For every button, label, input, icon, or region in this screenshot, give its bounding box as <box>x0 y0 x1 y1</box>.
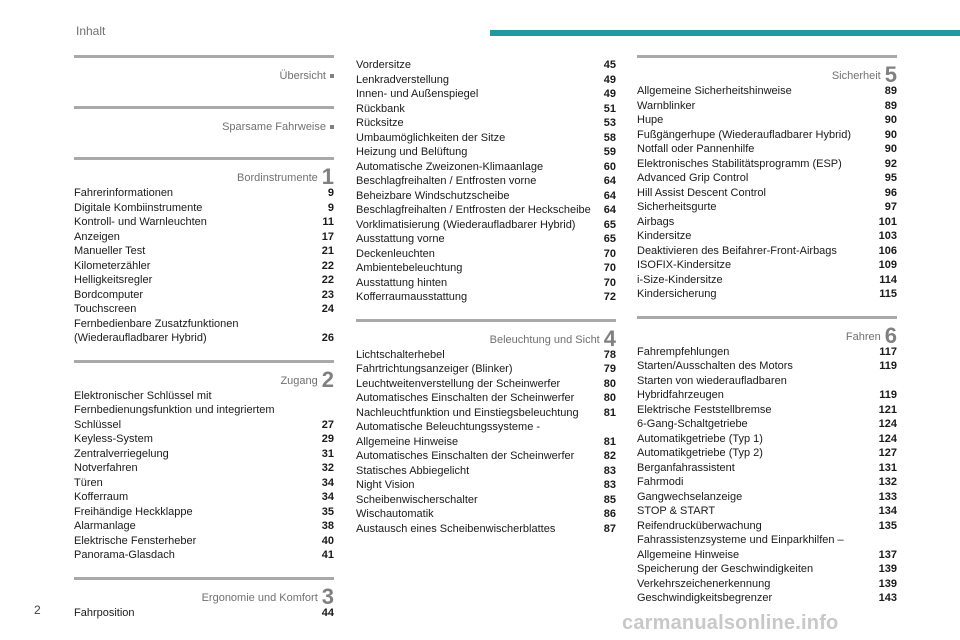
toc-section <box>74 157 334 346</box>
toc-entry-text: Bordcomputer <box>74 288 144 301</box>
toc-entry-text: Fußgängerhupe (Wiederaufladbarer Hybrid) <box>637 128 851 141</box>
toc-entry-page: 60 <box>603 160 616 173</box>
toc-entry-text: Fahrposition <box>74 606 135 619</box>
toc-entry[interactable] <box>637 490 897 505</box>
toc-entry-page: 31 <box>321 447 334 460</box>
toc-entry-text: i-Size-Kindersitze <box>637 273 723 286</box>
toc-entry-page: 45 <box>603 59 616 71</box>
toc-entry-text: Allgemeine Sicherheitshinweise <box>637 85 792 97</box>
toc-entry-text: 6-Gang-Schaltgetriebe <box>637 418 748 430</box>
toc-entry-text: Rücksitze <box>356 117 404 129</box>
toc-entry-text: Warnblinker <box>637 99 696 112</box>
toc-entry-page: 89 <box>884 99 897 112</box>
toc-entry-page: 17 <box>321 230 334 243</box>
toc-entry[interactable] <box>637 403 897 418</box>
section-header <box>74 55 334 84</box>
toc-entry[interactable] <box>637 229 897 244</box>
toc-entry-text: Lichtschalterhebel <box>356 348 445 361</box>
toc-entry-text: Touchscreen <box>74 303 137 315</box>
section-title[interactable]: Sicherheit <box>831 70 881 82</box>
toc-entry[interactable] <box>356 160 616 175</box>
toc-entry[interactable] <box>637 128 897 143</box>
toc-entry-text: Automatisches Einschalten der Scheinwerfer <box>356 392 575 404</box>
toc-entry[interactable] <box>356 377 616 392</box>
toc-entry[interactable] <box>356 464 616 479</box>
toc-entry-page: 134 <box>878 505 897 517</box>
section-header <box>74 577 334 609</box>
toc-entry[interactable] <box>356 276 616 291</box>
toc-entry-text: Kindersicherung <box>637 288 717 300</box>
toc-entry-page: 21 <box>321 245 334 257</box>
toc-entry-text: Ausstattung vorne <box>356 233 445 245</box>
toc-entry-text: Zentralverriegelung <box>74 447 169 460</box>
toc-entry-text: Kindersitze <box>637 230 692 242</box>
square-bullet-icon <box>330 74 334 78</box>
toc-entry-page: 119 <box>879 389 897 401</box>
toc-entry[interactable] <box>74 244 334 259</box>
toc-entry-page: 121 <box>878 403 897 416</box>
toc-entry-text: Hupe <box>637 114 664 126</box>
toc-entry[interactable] <box>356 189 616 204</box>
toc-entry[interactable] <box>74 230 334 245</box>
toc-entry-text: Automatische Zweizonen-Klimaanlage <box>356 160 544 173</box>
toc-entry-text: Digitale Kombiinstrumente <box>74 201 203 214</box>
toc-entry-page: 101 <box>878 215 897 228</box>
toc-entry[interactable] <box>74 273 334 288</box>
toc-entry-page: 96 <box>884 186 897 199</box>
toc-entry-text: Geschwindigkeitsbegrenzer <box>637 592 773 604</box>
toc-entry-page: 70 <box>603 262 616 274</box>
toc-entry-text: Verkehrszeichenerkennung <box>637 577 771 590</box>
toc-section <box>74 55 334 84</box>
toc-entry-text: Leuchtweitenverstellung der Scheinwerfer <box>356 377 561 390</box>
toc-entry-page: 79 <box>603 363 616 375</box>
toc-section <box>356 319 616 537</box>
toc-entry-text: Notfall oder Pannenhilfe <box>637 143 755 155</box>
toc-entry[interactable] <box>74 432 334 447</box>
toc-section <box>637 55 897 302</box>
toc-entry-text: ISOFIX-Kindersitze <box>637 259 732 271</box>
toc-section <box>74 360 334 563</box>
toc-section <box>74 577 334 621</box>
toc-entry[interactable] <box>74 302 334 317</box>
toc-entry[interactable] <box>356 232 616 247</box>
toc-entry-page: 119 <box>879 360 897 372</box>
toc-entry-page: 32 <box>321 462 334 474</box>
toc-entry[interactable] <box>74 288 334 303</box>
toc-entry-page: 139 <box>878 577 897 590</box>
toc-entry[interactable] <box>637 142 897 157</box>
toc-entry-page: 133 <box>878 490 897 503</box>
toc-entry[interactable] <box>637 99 897 114</box>
toc-entry-text: Nachleuchtfunktion und Einstiegsbeleuchtung <box>356 406 579 419</box>
toc-entry-text: Automatikgetriebe (Typ 1) <box>637 432 763 445</box>
toc-entry[interactable] <box>74 447 334 462</box>
toc-entry[interactable] <box>356 174 616 189</box>
toc-entry-text: Starten/Ausschalten des Motors <box>637 360 793 372</box>
toc-entry[interactable] <box>637 113 897 128</box>
section-number: 2 <box>321 366 334 392</box>
toc-entry-page: 85 <box>603 493 616 506</box>
toc-entry-page: 22 <box>321 274 334 286</box>
toc-entry-text: Elektronischer Schlüssel mit Fernbedienungsfunktion und integriertem Schlüssel <box>74 389 275 431</box>
toc-entry-text: Sicherheitsgurte <box>637 201 717 213</box>
toc-entry-text: Hill Assist Descent Control <box>637 186 766 199</box>
toc-entry-text: Night Vision <box>356 479 415 491</box>
toc-entry[interactable] <box>74 548 334 563</box>
toc-entry[interactable] <box>74 215 334 230</box>
toc-section <box>74 106 334 135</box>
toc-entry-text: Advanced Grip Control <box>637 172 749 184</box>
toc-column-1 <box>74 55 334 634</box>
toc-entry-page: 64 <box>603 175 616 187</box>
watermark: carmanualsonline.info <box>622 612 839 634</box>
toc-entry[interactable] <box>637 157 897 172</box>
toc-entry-text: Beheizbare Windschutzscheibe <box>356 189 510 202</box>
toc-entry-page: 22 <box>321 259 334 272</box>
toc-entry-page: 117 <box>879 345 897 358</box>
toc-entry[interactable] <box>637 446 897 461</box>
toc-entry-text: Elektronisches Stabilitätsprogramm (ESP) <box>637 157 842 170</box>
toc-entry[interactable] <box>637 591 897 606</box>
toc-entry[interactable] <box>356 478 616 493</box>
toc-entry-page: 40 <box>321 534 334 547</box>
toc-column-2 <box>356 58 616 550</box>
toc-entry-text: Innen- und Außenspiegel <box>356 88 479 100</box>
toc-entry-page: 83 <box>603 464 616 477</box>
toc-entry-text: Wischautomatik <box>356 508 434 520</box>
toc-entry-text: Airbags <box>637 215 675 228</box>
toc-entry[interactable] <box>637 432 897 447</box>
toc-entry-page: 97 <box>884 201 897 213</box>
toc-entry-page: 65 <box>603 233 616 245</box>
section-title[interactable]: Bordinstrumente <box>237 172 318 184</box>
toc-entry[interactable] <box>356 522 616 537</box>
toc-entry-page: 78 <box>603 348 616 361</box>
section-header <box>74 106 334 135</box>
toc-entry-text: Fernbedienbare Zusatzfunktionen (Wiederaufladbarer Hybrid) <box>74 317 239 344</box>
section-title[interactable]: Beleuchtung und Sicht <box>489 333 600 346</box>
toc-entry[interactable] <box>356 203 616 218</box>
toc-entry-text: Anzeigen <box>74 230 120 243</box>
toc-entry-page: 27 <box>321 418 334 431</box>
toc-entry-text: Reifendrucküberwachung <box>637 519 762 532</box>
toc-entry-text: Vordersitze <box>356 59 412 71</box>
toc-entry-page: 87 <box>603 522 616 535</box>
toc-entry-text: Fahrmodi <box>637 476 684 488</box>
section-title[interactable]: Übersicht <box>279 70 326 82</box>
toc-entry-page: 44 <box>321 606 334 619</box>
toc-entry[interactable] <box>356 87 616 102</box>
toc-entry-text: Automatikgetriebe (Typ 2) <box>637 447 763 459</box>
toc-entry-page: 103 <box>878 230 897 242</box>
toc-entry[interactable] <box>637 374 897 403</box>
toc-entry-page: 64 <box>603 189 616 202</box>
toc-entry-text: Automatisches Einschalten der Scheinwerfer <box>356 450 575 462</box>
toc-entry-text: Fahrempfehlungen <box>637 345 730 358</box>
toc-entry[interactable] <box>356 102 616 117</box>
toc-entry-text: Freihändige Heckklappe <box>74 505 193 518</box>
toc-entry-page: 51 <box>603 102 616 115</box>
section-title[interactable]: Sparsame Fahrweise <box>222 121 326 133</box>
toc-entry-page: 90 <box>884 128 897 141</box>
toc-entry-text: Heizung und Belüftung <box>356 146 468 158</box>
toc-entry-text: Elektrische Fensterheber <box>74 534 197 547</box>
toc-entry-page: 49 <box>603 88 616 100</box>
toc-entry-page: 70 <box>603 276 616 289</box>
toc-entry-text: Notverfahren <box>74 462 138 474</box>
toc-entry[interactable] <box>74 534 334 549</box>
toc-entry[interactable] <box>356 391 616 406</box>
toc-entry[interactable] <box>356 58 616 73</box>
toc-entry-page: 26 <box>321 332 334 344</box>
toc-entry-page: 90 <box>884 114 897 126</box>
toc-entry-page: 114 <box>879 273 897 286</box>
toc-entry-text: Austausch eines Scheibenwischerblattes <box>356 522 556 535</box>
toc-entry-text: Manueller Test <box>74 245 146 257</box>
toc-entry-page: 70 <box>603 247 616 260</box>
toc-entry[interactable] <box>356 247 616 262</box>
toc-entry[interactable] <box>637 84 897 99</box>
toc-entry-text: Alarmanlage <box>74 520 136 532</box>
section-number: 5 <box>884 62 897 87</box>
toc-entry-page: 80 <box>603 392 616 404</box>
toc-entry[interactable] <box>637 475 897 490</box>
toc-entry-text: Ausstattung hinten <box>356 276 448 289</box>
toc-entry-page: 81 <box>603 406 616 419</box>
section-number: 1 <box>321 164 334 189</box>
toc-entry-text: Keyless-System <box>74 433 153 445</box>
toc-entry-page: 65 <box>603 218 616 231</box>
toc-entry-page: 9 <box>327 187 334 199</box>
header-accent-bar <box>490 30 960 36</box>
section-header <box>637 316 897 348</box>
toc-entry[interactable] <box>356 116 616 131</box>
toc-entry-text: Rückbank <box>356 102 405 115</box>
toc-entry-page: 72 <box>603 291 616 303</box>
toc-column-3 <box>637 55 897 620</box>
section-header <box>74 157 334 189</box>
toc-entry-page: 34 <box>321 476 334 489</box>
toc-entry-page: 137 <box>878 548 897 561</box>
toc-entry-text: Beschlagfreihalten / Entfrosten der Heckscheibe <box>356 204 591 216</box>
toc-entry-page: 38 <box>321 520 334 532</box>
toc-entry-page: 29 <box>321 433 334 445</box>
toc-entry-text: Fahrassistenzsysteme und Einparkhilfen – Allgemeine Hinweise <box>637 534 844 561</box>
toc-entry[interactable] <box>637 562 897 577</box>
toc-entry[interactable] <box>74 259 334 274</box>
toc-entry[interactable] <box>637 273 897 288</box>
toc-entry-page: 24 <box>321 303 334 315</box>
toc-entry-text: Umbaumöglichkeiten der Sitze <box>356 131 506 144</box>
toc-entry-text: Deaktivieren des Beifahrer-Front-Airbags <box>637 244 837 257</box>
toc-entry[interactable] <box>356 406 616 421</box>
toc-entry-text: Deckenleuchten <box>356 247 435 260</box>
toc-entry-page: 139 <box>878 563 897 575</box>
toc-entry-text: Helligkeitsregler <box>74 274 153 286</box>
toc-entry-text: Türen <box>74 476 103 489</box>
toc-entry-text: Statisches Abbiegelicht <box>356 464 470 477</box>
toc-entry-text: Speicherung der Geschwindigkeiten <box>637 563 814 575</box>
toc-entry-text: Lenkradverstellung <box>356 73 449 86</box>
square-bullet-icon <box>330 125 334 129</box>
toc-entry[interactable] <box>356 73 616 88</box>
toc-entry-page: 83 <box>603 479 616 491</box>
section-title[interactable]: Ergonomie und Komfort <box>201 591 318 604</box>
toc-entry-page: 9 <box>327 201 334 214</box>
toc-entry[interactable] <box>356 348 616 363</box>
toc-entry[interactable] <box>356 507 616 522</box>
toc-entry[interactable] <box>637 359 897 374</box>
toc-entry[interactable] <box>637 417 897 432</box>
toc-entry[interactable] <box>74 201 334 216</box>
toc-entry-page: 132 <box>878 476 897 488</box>
toc-entry[interactable] <box>356 290 616 305</box>
toc-entry-page: 34 <box>321 491 334 503</box>
toc-entry-text: Panorama-Glasdach <box>74 549 175 561</box>
toc-entry-page: 131 <box>878 461 897 474</box>
toc-entry-text: Starten von wiederaufladbaren Hybridfahrzeugen <box>637 374 787 401</box>
toc-entry[interactable] <box>356 131 616 146</box>
toc-entry[interactable] <box>74 490 334 505</box>
toc-entry-text: Gangwechselanzeige <box>637 490 743 503</box>
toc-entry[interactable] <box>74 476 334 491</box>
toc-entry-page: 135 <box>878 519 897 532</box>
toc-entry[interactable] <box>356 449 616 464</box>
toc-entry[interactable] <box>74 389 334 433</box>
toc-entry[interactable] <box>74 461 334 476</box>
section-header <box>637 55 897 87</box>
toc-entry-page: 90 <box>884 143 897 155</box>
toc-entry-text: STOP & START <box>637 505 716 517</box>
toc-entry-text: Berganfahrassistent <box>637 461 735 474</box>
page-number: 2 <box>34 603 41 617</box>
toc-entry-page: 89 <box>884 85 897 97</box>
toc-entry-page: 11 <box>322 216 334 228</box>
section-title[interactable]: Zugang <box>280 374 318 387</box>
toc-entry[interactable] <box>637 200 897 215</box>
toc-entry-page: 49 <box>603 73 616 86</box>
toc-entry[interactable] <box>74 519 334 534</box>
toc-entry-text: Kontroll- und Warnleuchten <box>74 216 207 228</box>
toc-entry-text: Vorklimatisierung (Wiederaufladbarer Hybrid) <box>356 218 576 231</box>
toc-entry[interactable] <box>637 504 897 519</box>
toc-entry-page: 23 <box>321 288 334 301</box>
toc-entry-text: Elektrische Feststellbremse <box>637 403 772 416</box>
toc-entry[interactable] <box>74 505 334 520</box>
toc-entry[interactable] <box>637 577 897 592</box>
toc-entry-page: 127 <box>878 447 897 459</box>
toc-entry-text: Kilometerzähler <box>74 259 151 272</box>
toc-entry-page: 81 <box>603 435 616 448</box>
toc-entry[interactable] <box>637 461 897 476</box>
toc-entry-page: 124 <box>878 418 897 430</box>
toc-entry[interactable] <box>637 186 897 201</box>
section-header <box>356 319 616 351</box>
toc-entry-text: Kofferraum <box>74 491 129 503</box>
toc-entry-text: Scheibenwischerschalter <box>356 493 478 506</box>
toc-entry[interactable] <box>74 186 334 201</box>
toc-entry-text: Kofferraumausstattung <box>356 291 468 303</box>
toc-entry-page: 86 <box>603 508 616 520</box>
toc-entry-page: 64 <box>603 204 616 216</box>
toc-entry[interactable] <box>637 287 897 302</box>
section-title[interactable]: Fahren <box>845 330 881 343</box>
toc-entry-text: Automatische Beleuchtungssysteme - Allgemeine Hinweise <box>356 421 541 448</box>
toc-entry-page: 106 <box>878 244 897 257</box>
toc-entry[interactable] <box>637 533 897 562</box>
toc-entry-text: Fahrerinformationen <box>74 187 174 199</box>
toc-section <box>637 316 897 606</box>
toc-entry[interactable] <box>637 345 897 360</box>
toc-section <box>356 58 616 305</box>
toc-entry[interactable] <box>637 519 897 534</box>
toc-entry-page: 35 <box>321 505 334 518</box>
toc-entry-page: 80 <box>603 377 616 390</box>
toc-entry-page: 124 <box>878 432 897 445</box>
toc-entry-page: 53 <box>603 117 616 129</box>
toc-entry[interactable] <box>356 493 616 508</box>
toc-entry[interactable] <box>637 244 897 259</box>
toc-entry[interactable] <box>356 145 616 160</box>
toc-entry[interactable] <box>356 420 616 449</box>
toc-entry-text: Beschlagfreihalten / Entfrosten vorne <box>356 175 537 187</box>
section-header <box>74 360 334 392</box>
toc-entry[interactable] <box>356 261 616 276</box>
toc-entry[interactable] <box>356 218 616 233</box>
toc-entry-text: Ambientebeleuchtung <box>356 262 463 274</box>
page-header-title: Inhalt <box>76 24 106 38</box>
toc-entry-page: 115 <box>879 288 897 300</box>
section-number: 4 <box>603 325 616 351</box>
toc-entry-page: 41 <box>321 549 334 561</box>
toc-entry[interactable] <box>74 317 334 346</box>
toc-entry-page: 82 <box>603 450 616 462</box>
toc-entry[interactable] <box>74 606 334 621</box>
toc-entry-page: 58 <box>603 131 616 144</box>
toc-entry-page: 95 <box>884 172 897 184</box>
section-number: 6 <box>884 322 897 348</box>
toc-entry-page: 92 <box>884 157 897 170</box>
toc-entry[interactable] <box>637 215 897 230</box>
section-number: 3 <box>321 583 334 609</box>
toc-entry[interactable] <box>356 362 616 377</box>
toc-entry-page: 143 <box>878 592 897 604</box>
toc-entry[interactable] <box>637 171 897 186</box>
toc-entry[interactable] <box>637 258 897 273</box>
toc-entry-text: Fahrtrichtungsanzeiger (Blinker) <box>356 363 513 375</box>
toc-entry-page: 109 <box>878 259 897 271</box>
toc-entry-page: 59 <box>603 146 616 158</box>
